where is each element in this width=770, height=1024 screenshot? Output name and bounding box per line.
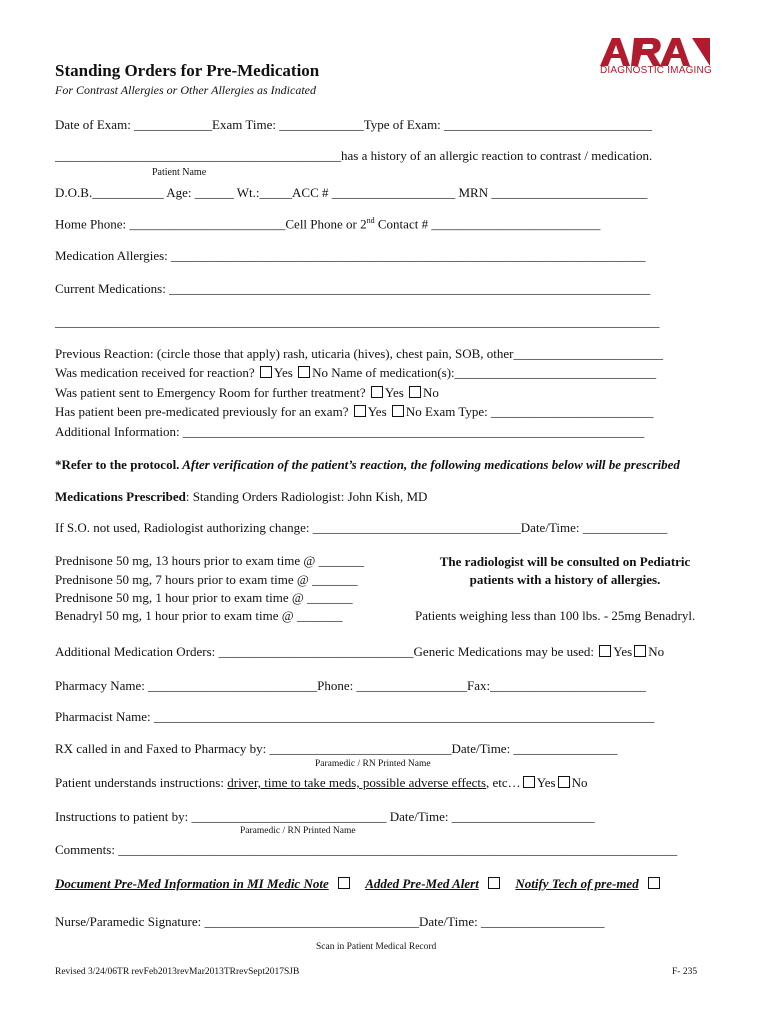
notify-tech-label: Notify Tech of pre-med <box>515 876 639 891</box>
medication-received-no-checkbox[interactable] <box>298 366 310 378</box>
patient-name-caption: Patient Name <box>152 167 207 178</box>
medication-received-question: Was medication received for reaction? <box>55 365 255 380</box>
previous-reaction-line[interactable]: Previous Reaction: (circle those that apply) rash, uticaria (hives), chest pain, SOB, other_______________________ <box>55 346 663 361</box>
medication-received-row <box>55 365 656 381</box>
revision-note: Revised 3/24/06TR revFeb2013revMar2013TRrevSept2017SJB <box>55 967 300 977</box>
weight-note: Patients weighing less than 100 lbs. - 25mg Benadryl. <box>415 608 696 623</box>
yes-label: Yes <box>613 644 633 659</box>
added-premed-alert-checkbox[interactable] <box>488 877 500 889</box>
benadryl-1-hour-line[interactable]: Benadryl 50 mg, 1 hour prior to exam time @ _______ <box>55 608 343 623</box>
yes-label: Yes <box>367 404 387 419</box>
current-medications-line-2[interactable]: _____________________________________________________________________________________________ <box>55 314 660 329</box>
medications-prescribed-line <box>55 489 427 505</box>
no-label: No <box>405 404 422 419</box>
pediatric-note: The radiologist will be consulted on Pediatric patients with a history of allergies. <box>439 554 691 587</box>
no-label: No <box>571 775 588 790</box>
pharmacist-name-line[interactable]: Pharmacist Name: _____________________________________________________________________________ <box>55 709 655 724</box>
protocol-note <box>55 457 680 473</box>
premedicated-yes-checkbox[interactable] <box>354 405 366 417</box>
form-number: F- 235 <box>672 967 698 977</box>
understands-etc: , etc… <box>486 775 521 790</box>
radiologist-authorizing-change-line[interactable]: If S.O. not used, Radiologist authorizing change: ________________________________Date/Time: _____________ <box>55 520 668 535</box>
documentation-row <box>55 876 662 892</box>
additional-orders-field[interactable]: Additional Medication Orders: ______________________________Generic Medications may be used: <box>55 644 595 659</box>
emergency-room-row <box>55 385 439 401</box>
patient-understands-row <box>55 775 588 791</box>
yes-label: Yes <box>536 775 556 790</box>
emergency-room-yes-checkbox[interactable] <box>371 386 383 398</box>
comments-line[interactable]: Comments: ______________________________________________________________________________________ <box>55 842 678 857</box>
understands-details: driver, time to take meds, possible adverse effects <box>227 775 487 790</box>
generic-no-checkbox[interactable] <box>634 645 646 657</box>
no-label: No <box>423 385 439 400</box>
understands-no-checkbox[interactable] <box>558 776 570 788</box>
document-premed-checkbox[interactable] <box>338 877 350 889</box>
prednisone-13-hour-line[interactable]: Prednisone 50 mg, 13 hours prior to exam time @ _______ <box>55 553 365 568</box>
current-medications-line[interactable]: Current Medications: __________________________________________________________________________ <box>55 281 651 296</box>
paramedic-printed-name-caption: Paramedic / RN Printed Name <box>315 759 431 769</box>
medication-received-yes-checkbox[interactable] <box>260 366 272 378</box>
rx-called-line[interactable]: RX called in and Faxed to Pharmacy by: ____________________________Date/Time: ________________ <box>55 741 618 756</box>
second-contact-label: Contact # __________________________ <box>374 216 601 232</box>
standing-orders-label: : Standing Orders Radiologist: <box>185 489 348 504</box>
dob-age-weight-line[interactable]: D.O.B.___________ Age: ______ Wt.:_____ACC # ___________________ MRN ________________________ <box>55 185 648 200</box>
no-label: No <box>312 365 328 380</box>
medication-allergies-line[interactable]: Medication Allergies: _________________________________________________________________________ <box>55 248 646 263</box>
scan-note: Scan in Patient Medical Record <box>316 942 437 952</box>
form-subtitle: For Contrast Allergies or Other Allergies as Indicated <box>55 83 316 97</box>
logo-subtitle: DIAGNOSTIC IMAGING <box>600 65 712 76</box>
nurse-paramedic-signature-line[interactable]: Nurse/Paramedic Signature: _________________________________Date/Time: ___________________ <box>55 914 605 929</box>
notify-tech-checkbox[interactable] <box>648 877 660 889</box>
home-phone-label: Home Phone: ________________________Cell Phone or 2 <box>55 216 367 232</box>
paramedic-printed-name-caption: Paramedic / RN Printed Name <box>240 826 356 836</box>
ara-logo-mark <box>598 36 716 66</box>
no-label: No <box>648 644 665 659</box>
patient-history-line[interactable]: ____________________________________________has a history of an allergic reaction to contrast / medication. <box>55 148 653 163</box>
document-premed-label: Document Pre-Med Information in MI Medic Note <box>55 876 329 891</box>
radiologist-name: John Kish <box>347 489 400 504</box>
emergency-room-question: Was patient sent to Emergency Room for further treatment? <box>55 385 366 400</box>
exam-date-time-type-line[interactable]: Date of Exam: ____________Exam Time: _____________Type of Exam: ________________________________ <box>55 117 653 132</box>
yes-label: Yes <box>384 385 404 400</box>
premedicated-no-checkbox[interactable] <box>392 405 404 417</box>
emergency-room-no-checkbox[interactable] <box>409 386 421 398</box>
added-premed-alert-label: Added Pre-Med Alert <box>365 876 479 891</box>
premedicated-row <box>55 404 654 420</box>
protocol-note-bold: *Refer to the protocol. <box>55 457 180 472</box>
yes-label: Yes <box>273 365 293 380</box>
understands-label: Patient understands instructions: <box>55 775 228 790</box>
generic-yes-checkbox[interactable] <box>599 645 611 657</box>
second-superscript: nd <box>366 216 375 225</box>
exam-type-field[interactable]: Exam Type: _________________________ <box>425 404 654 419</box>
medications-prescribed-label: Medications Prescribed <box>55 489 186 504</box>
phone-line[interactable] <box>55 216 600 232</box>
understands-yes-checkbox[interactable] <box>523 776 535 788</box>
additional-medication-orders-row <box>55 644 664 660</box>
additional-information-line[interactable]: Additional Information: _______________________________________________________________________ <box>55 424 645 439</box>
instructions-to-patient-line[interactable]: Instructions to patient by: ______________________________ Date/Time: ______________________ <box>55 809 595 824</box>
protocol-note-italic: After verification of the patient’s reaction, the following medications below will be prescribed <box>179 457 680 472</box>
prednisone-1-hour-line[interactable]: Prednisone 50 mg, 1 hour prior to exam time @ _______ <box>55 590 353 605</box>
ara-logo <box>598 36 716 78</box>
prednisone-7-hour-line[interactable]: Prednisone 50 mg, 7 hours prior to exam time @ _______ <box>55 572 358 587</box>
medication-name-field[interactable]: Name of medication(s):_______________________________ <box>331 365 657 380</box>
form-title: Standing Orders for Pre-Medication <box>55 61 320 80</box>
premedicated-question: Has patient been pre-medicated previously for an exam? <box>55 404 349 419</box>
pharmacy-line[interactable]: Pharmacy Name: __________________________Phone: _________________Fax:________________________ <box>55 678 647 693</box>
radiologist-suffix: , MD <box>399 489 428 504</box>
